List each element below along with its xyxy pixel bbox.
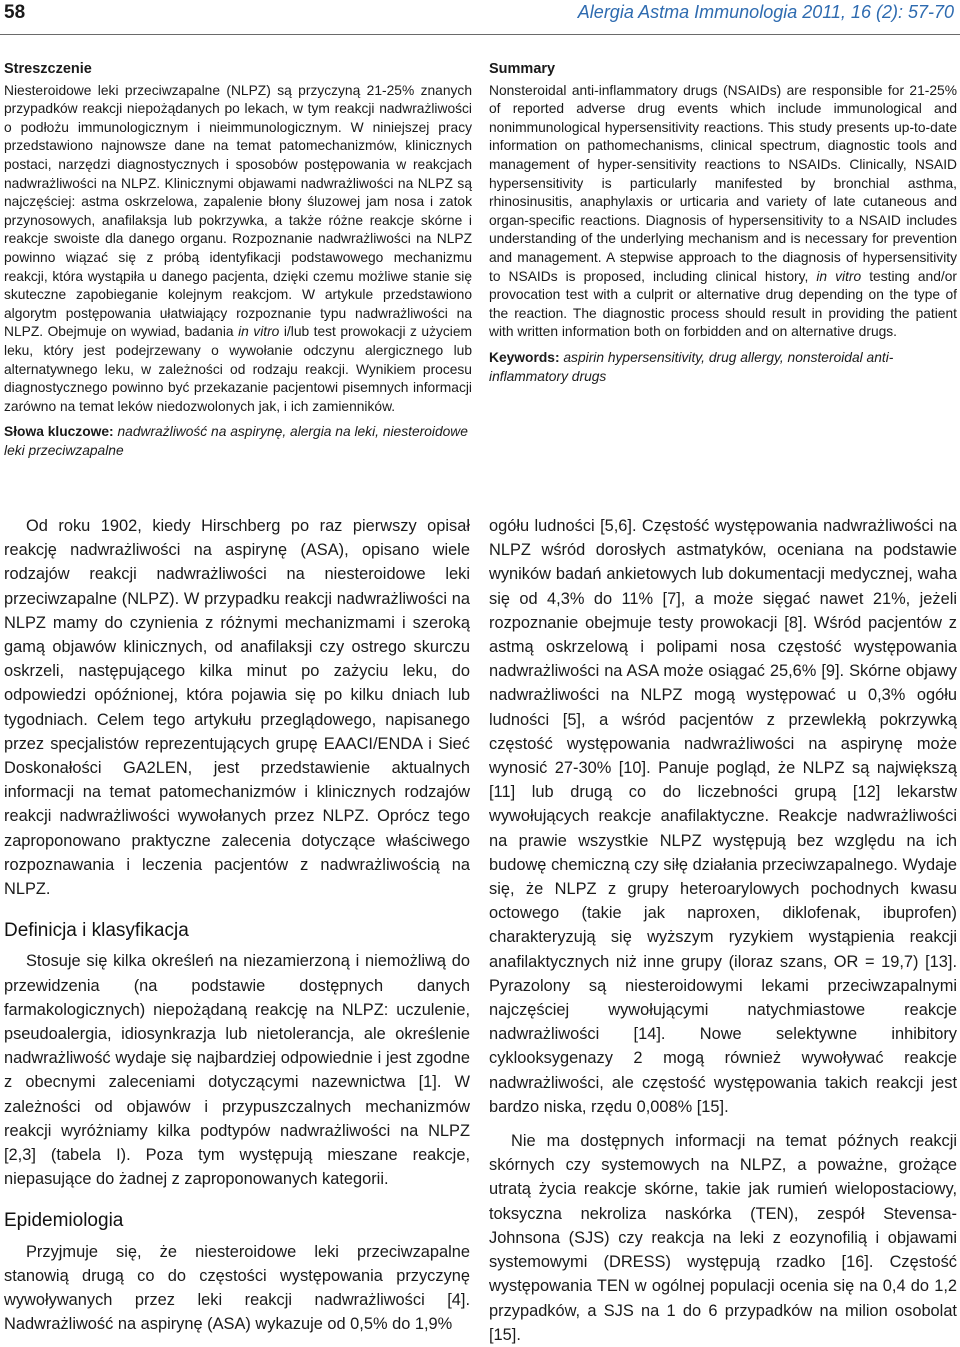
section-heading-epidemiology: Epidemiologia: [4, 1210, 124, 1232]
epidemiology-continued-paragraph: ogółu ludności [5,6]. Częstość występowania nadwrażliwości na NLPZ wśród dorosłych astmatyków, oceniana na podstawie wyników badań ankietowych lub dokumentacji medycznej, waha się od 4,3% do 11% [7], a może sięgać nawet 21%, jeżeli rozpoznanie obejmuje testy prowokacji [8]. Wśród pacjentów z astmą oskrzelową i polipami nosa częstość występowania nadwrażliwości na ASA może osiągać 25,6% [9]. Skórne objawy nadwrażliwości na NLPZ mogą występować u 0,3% ogółu ludności [5], a wśród pacjentów z przewlekłą pokrzywką częstość występowania nadwrażliwości na aspirynę może wynosić 27-30% [10]. Panuje pogląd, że NLPZ są największą [11] lub drugą co do liczebności grupą [12] lekarstw wywołujących reakcje anafilaktyczne. Reakcje nadwrażliwości na prawie wszystkie NLPZ występują bez względu na ich budowę chemiczną czy siłę działania przeciwzapalnego. Wydaje się, że NLPZ z grupy heteroarylowych pochodnych kwasu octowego (takie jak naproxen, diklofenak, ibuprofen) charakteryzują się wyższym ryzykiem wystąpienia reakcji anafilaktycznych niż inne grupy (iloraz szans, OR = 19,7) [13]. Pyrazolony są niesteroidowymi lekami przeciwzapalnymi najczęściej wywołującymi natychmiastowe reakcje nadwrażliwości [14]. Nowe selektywne inhibitory cyklooksygenazy 2 mogą również wywoływać reakcje nadwrażliwości, ale częstość występowania takich reakcji jest bardzo niska, rzędu 0,008% [15].: [489, 517, 957, 1116]
body-column-left: [4, 514, 470, 1337]
header-rule: [0, 34, 960, 35]
keywords-en: [489, 349, 957, 386]
abstract-heading-en: Summary: [489, 61, 556, 77]
abstract-text-en: [489, 82, 957, 342]
body-column-right: [489, 514, 957, 1347]
abstract-heading-pl: Streszczenie: [4, 61, 92, 77]
intro-paragraph: Od roku 1902, kiedy Hirschberg po raz pierwszy opisał reakcję nadwrażliwości na aspirynę (ASA), opisano wiele rodzajów reakcji nadwrażliwości na niesteroidowe leki przeciwzapalne (NLPZ). W przypadku reakcji nadwrażliwości na NLPZ mamy do czynienia z różnymi mechanizmami i szeroką gamą objawów klinicznych, od anafilaksji czy ostrego skurczu oskrzeli, następującego kilka minut po zażyciu leku, do odpowiedzi opóźnionej, która pojawia się po kilku dniach lub tygodniach. Celem tego artykułu przeglądowego, napisanego przez specjalistów reprezentujących grupę EAACI/ENDA i Sieć Doskonałości GA2LEN, jest przedstawienie aktualnych informacji na temat patomechanizmów i klinicznych rodzajów reakcji nadwrażliwości wywołanych przez NLPZ. Oprócz tego zaproponowano praktyczne zalecenia dotyczące właściwego rozpoznawania i leczenia pacjentów z nadwrażliwością na NLPZ.: [4, 517, 470, 899]
journal-citation: Alergia Astma Immunologia 2011, 16 (2): 57-70: [577, 2, 954, 22]
abstract-text-pl-italic: in vitro: [238, 324, 280, 340]
abstract-english: [489, 60, 957, 386]
abstract-text-pl-tail: i/lub test prowokacji z użyciem leku, który jest podejrzewany o wywołanie odczynu alergicznego lub alternatywnego leku, w zależności od rodzaju reakcji. Wynikiem procesu diagnostycznego powinno być przekazanie pacjentowi pisemnych informacji zarówno na temat leków niedozwolonych jak, i ich zamienników.: [4, 324, 472, 414]
keywords-value-en: aspirin hypersensitivity, drug allergy, nonsteroidal anti-inflammatory drugs: [489, 349, 894, 384]
abstract-text-pl-body: Niesteroidowe leki przeciwzapalne (NLPZ) są przyczyną 21-25% znanych przypadków reakcji niepożądanych po lekach, w tym reakcji nadwrażliwości o podłożu immunologicznym i nieimmunologicznym. W niniejszej pracy przedstawiono najnowsze dane na temat patomechanizmów, klinicznych postaci, narzędzi diagnostycznych i sposobów postępowania w reakcjach nadwrażliwości na NLPZ. Klinicznymi objawami nadwrażliwości na NLPZ są najczęściej: astma oskrzelowa, zapalenie błony śluzowej jam nosa i zatok przynosowych, anafilaksja lub pokrzywka, a także różne reakcje skórne i reakcje swoiste dla danego organu. Rozpoznanie nadwrażliwości na NLPZ powinno wiązać się z próbą identyfikacji podstawowego mechanizmu reakcji, która wystąpiła u danego pacjenta, dzięki czemu możliwe stanie się skuteczne zapobieganie kolejnym reakcjom. W artykule przedstawiono algorytm postępowania ułatwiający rozpoznanie typu nadwrażliwości na NLPZ. Obejmuje on wywiad, badania: [4, 82, 472, 340]
keywords-value-pl: nadwrażliwość na aspirynę, alergia na leki, niesteroidowe leki przeciwzapalne: [4, 424, 468, 458]
keywords-label-en: Keywords:: [489, 349, 560, 365]
abstract-text-en-tail: testing and/or provocation test with a culprit or alternative drug depending on the type of the reaction. The diagnostic process should result in providing the patient with written information both on forbidden and on alternative drugs.: [489, 268, 957, 340]
page-number: 58: [4, 2, 26, 23]
section-heading-definition: Definicja i klasyfikacja: [4, 920, 189, 942]
abstract-text-en-body: Nonsteroidal anti-inflammatory drugs (NSAIDs) are responsible for 21-25% of reported adverse drug events which include immunological and nonimmunological hypersensitivity reactions. This study presents up-to-date information on pathomechanisms, clinical spectrum, diagnostic tools and management of hyper-sensitivity reactions to NSAIDs. Clinically, NSAID hypersensitivity is particularly manifested by bronchial asthma, rhinosinusitis, anaphylaxis or urticaria and variety of late cutaneous and organ-specific reactions. Diagnosis of hypersensitivity to a NSAID includes understanding of the underlying mechanism and is necessary for prevention and management. A stepwise approach to the diagnosis of hypersensitivity to NSAIDs is proposed, including clinical history,: [489, 82, 957, 284]
late-reactions-paragraph: Nie ma dostępnych informacji na temat późnych reakcji skórnych czy systemowych na NLPZ, a poważne, grożące utratą życia reakcje skórne, takie jak rumień wielopostaciowy, toksyczna nekroliza naskórka (TEN), zespół Stevensa-Johnsona (SJS) czy reakcja na leki z eozynofilią i objawami systemowymi (DRESS) występują rzadko [16]. Częstość występowania TEN w ogólnej populacji ocenia się na 0,4 do 1,2 przypadków, a SJS na 1 do 6 przypadków na milion osobolat [15].: [489, 1132, 957, 1344]
page-header: [0, 0, 960, 34]
abstract-text-en-italic: in vitro: [816, 268, 862, 284]
abstract-text-pl: [4, 82, 472, 417]
abstract-polish: [4, 60, 472, 460]
keywords-pl: [4, 423, 472, 460]
epidemiology-paragraph: Przyjmuje się, że niesteroidowe leki przeciwzapalne stanowią drugą co do częstości występowania przyczynę wywoływanych przez leki reakcji nadwrażliwości [4]. Nadwrażliwość na aspirynę (ASA) wykazuje od 0,5% do 1,9%: [4, 1242, 470, 1334]
definition-paragraph: Stosuje się kilka określeń na niezamierzoną i niemożliwą do przewidzenia (na podstawie dostępnych danych farmakologicznych) niepożądaną reakcję na NLPZ: uczulenie, pseudoalergia, idiosynkrazja lub nietolerancja, ale określenie nadwrażliwość wydaje się najbardziej odpowiednie i jest zgodne z obecnymi zaleceniami dotyczącymi nazewnictwa [1]. W zależności od objawów i przypuszczalnych mechanizmów reakcji wyróżniamy kilka podtypów nadwrażliwości na NLPZ [2,3] (tabela I). Poza tym występują mieszane reakcje, niepasujące do żadnej z zaproponowanych kategorii.: [4, 952, 470, 1189]
keywords-label-pl: Słowa kluczowe:: [4, 424, 114, 440]
